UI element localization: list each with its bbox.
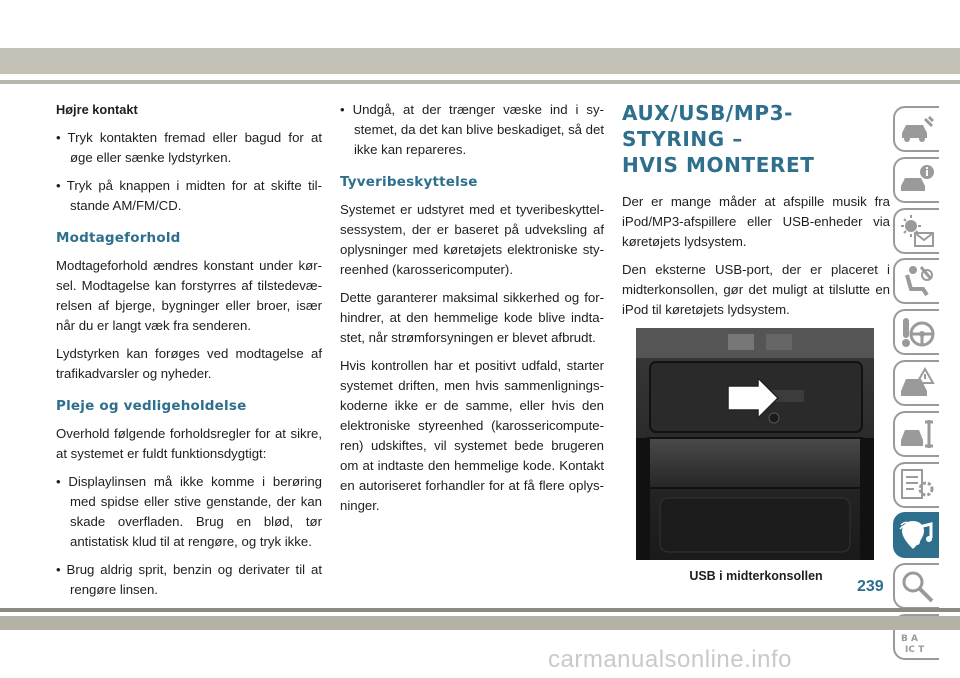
tab-checklist-gear[interactable]	[893, 462, 939, 508]
column-left	[56, 100, 322, 608]
bullet-item: • Tryk kontakten fremad eller bagud for at øge eller sænke lydstyrken.	[56, 130, 322, 165]
tab-car-key[interactable]	[893, 106, 939, 152]
tab-car-info[interactable]	[893, 157, 939, 203]
car-wrench-icon	[899, 416, 935, 452]
bullet-item: • Tryk på knappen i midten for at skifte tilstande AM/FM/CD.	[56, 178, 322, 213]
tab-music-navigation[interactable]	[893, 512, 939, 558]
hazard-car-icon	[899, 365, 935, 401]
photo-caption: USB i midterkonsollen	[689, 569, 823, 583]
steering-wheel-icon	[899, 314, 935, 350]
tab-airbag-seat[interactable]	[893, 258, 939, 304]
page-number: 239	[857, 578, 884, 595]
paragraph: Modtageforhold ændres konstant under kørsel. Modtagelse kan forstyrres af tilstedeværelsen af bjerge, bygninger eller broer, især når du er langt væk fra senderen.	[56, 258, 322, 333]
car-key-icon	[899, 111, 935, 147]
airbag-seat-icon	[899, 263, 935, 299]
chapter-tabs	[893, 106, 943, 665]
car-info-icon	[899, 162, 935, 198]
checklist-gear-icon	[899, 467, 935, 503]
footer-rule	[0, 608, 960, 612]
warning-lights-icon	[899, 213, 935, 249]
chapter-title-line1: AUX/USB/MP3-STYRING –	[622, 101, 793, 151]
svg-text:B A: B A	[901, 633, 918, 644]
section-title-care: Pleje og vedligeholdelse	[56, 398, 247, 414]
usb-console-photo	[636, 328, 874, 560]
header-band	[0, 48, 960, 74]
paragraph: Systemet er udstyret med et tyveribeskyttelsessystem, der er baseret på udveksling af oplysninger med køretøjets elektroniske styreenhed (karossericomputer).	[340, 202, 604, 277]
svg-text:IC T: IC T	[905, 644, 925, 655]
paragraph: Hvis kontrollen har et positivt udfald, starter systemet driften, men hvis sammenligningskoderne ikke er de samme, eller hvis den elektroniske styreenhed (karossericomputeren) udskiftes, vil systemet bede brugeren om at indtaste den hemmelige kode. Kontakt en autoriseret forhandler for at få flere oplysninger.	[340, 358, 604, 513]
chapter-title	[622, 100, 890, 178]
tab-hazard-car[interactable]	[893, 360, 939, 406]
paragraph: Overhold følgende forholdsregler for at sikre, at systemet er fuldt funktionsdygtigt:	[56, 426, 322, 461]
console-illustration	[636, 328, 874, 560]
tab-search[interactable]	[893, 563, 939, 609]
magnifier-icon	[899, 568, 935, 604]
paragraph: Lydstyrken kan forøges ved modtagelse af trafikadvarsler og nyheder.	[56, 346, 322, 381]
bullet-item: • Undgå, at der trænger væske ind i systemet, da det kan blive beskadiget, så det ikke kan repareres.	[340, 102, 604, 157]
music-navigation-icon	[899, 517, 935, 553]
header-rule	[0, 80, 960, 84]
tab-car-wrench[interactable]	[893, 411, 939, 457]
chapter-title-line2: HVIS MONTERET	[622, 153, 815, 177]
paragraph: Der er mange måder at afspille musik fra iPod/MP3-afspillere eller USB-enheder via køretøjets lydsystem.	[622, 194, 890, 249]
tab-warning-lights[interactable]	[893, 208, 939, 254]
bullet-item: • Brug aldrig sprit, benzin og derivater til at rengøre linsen.	[56, 562, 322, 597]
section-title-theft-protection: Tyveribeskyttelse	[340, 174, 478, 190]
section-title-reception: Modtageforhold	[56, 230, 181, 246]
column-right	[622, 100, 890, 586]
footer-band	[0, 616, 960, 630]
subheading-right-switch: Højre kontakt	[56, 102, 138, 117]
paragraph: Den eksterne USB-port, der er placeret i midterkonsollen, gør det muligt at tilslutte en iPod til køretøjets lydsystem.	[622, 262, 890, 317]
watermark: carmanualsonline.info	[548, 646, 792, 673]
tab-steering-wheel[interactable]	[893, 309, 939, 355]
bullet-item: • Displaylinsen må ikke komme i berøring med spidse eller stive genstande, der kan skade overfladen. Brug en blød, tør antistatisk klud til at rengøre, og tryk ikke.	[56, 474, 322, 549]
paragraph: Dette garanterer maksimal sikkerhed og forhindrer, at den hemmelige kode blive indtastet, når strømforsyningen er blevet afbrudt.	[340, 290, 604, 345]
column-middle	[340, 100, 604, 524]
